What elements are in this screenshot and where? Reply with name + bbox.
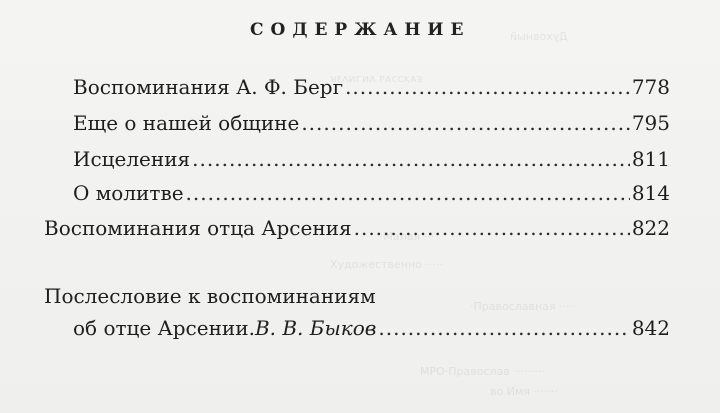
toc-heading: СОДЕРЖАНИЕ <box>250 20 471 40</box>
toc-entry-title: О молитве <box>73 181 184 205</box>
toc-entry-title: Воспоминания отца Арсения <box>44 216 352 240</box>
toc-entry <box>73 146 670 172</box>
toc-entry-page: 811 <box>631 147 670 171</box>
toc-entry-title: Исцеления <box>73 147 191 171</box>
toc-entry <box>44 215 670 241</box>
toc-entry-title: Воспоминания А. Ф. Берг <box>73 75 344 99</box>
show-through-text: ᴚᴇᴧᴎᴦᴎᴧ ᴘᴀᴄᴄᴋᴀᴈ <box>330 72 423 85</box>
toc-entry-title: об отце Арсении. <box>73 316 255 340</box>
leader-dots <box>186 180 630 206</box>
leader-dots <box>192 146 630 172</box>
show-through-text: во Имя ······· <box>490 385 558 398</box>
toc-entry <box>73 180 670 206</box>
afterword-title-line: Послесловие к воспоминаниям <box>44 284 376 308</box>
leader-dots <box>301 110 629 136</box>
toc-entry-author: В. В. Быков <box>254 316 377 340</box>
toc-entry-page: 795 <box>631 111 670 135</box>
show-through-text: ·Малая ··· <box>380 230 435 243</box>
leader-dots <box>345 74 630 100</box>
toc-entry-page: 814 <box>631 181 670 205</box>
toc-entry-page: 842 <box>631 316 670 340</box>
show-through-text: Художественно ····· <box>330 258 443 271</box>
show-through-text: Духовный <box>510 30 568 43</box>
show-through-text: ·Православная ····· <box>470 300 577 313</box>
toc-entry-title: Еще о нашей общине <box>73 111 300 135</box>
toc-entry <box>73 74 670 100</box>
toc-entry-page: 778 <box>631 75 670 99</box>
toc-entry-page: 822 <box>631 216 670 240</box>
toc-entry-afterword <box>73 315 670 341</box>
leader-dots <box>354 215 630 241</box>
leader-dots <box>378 315 629 341</box>
show-through-text: МРО·Православ ········· <box>420 365 545 378</box>
toc-entry <box>73 110 670 136</box>
